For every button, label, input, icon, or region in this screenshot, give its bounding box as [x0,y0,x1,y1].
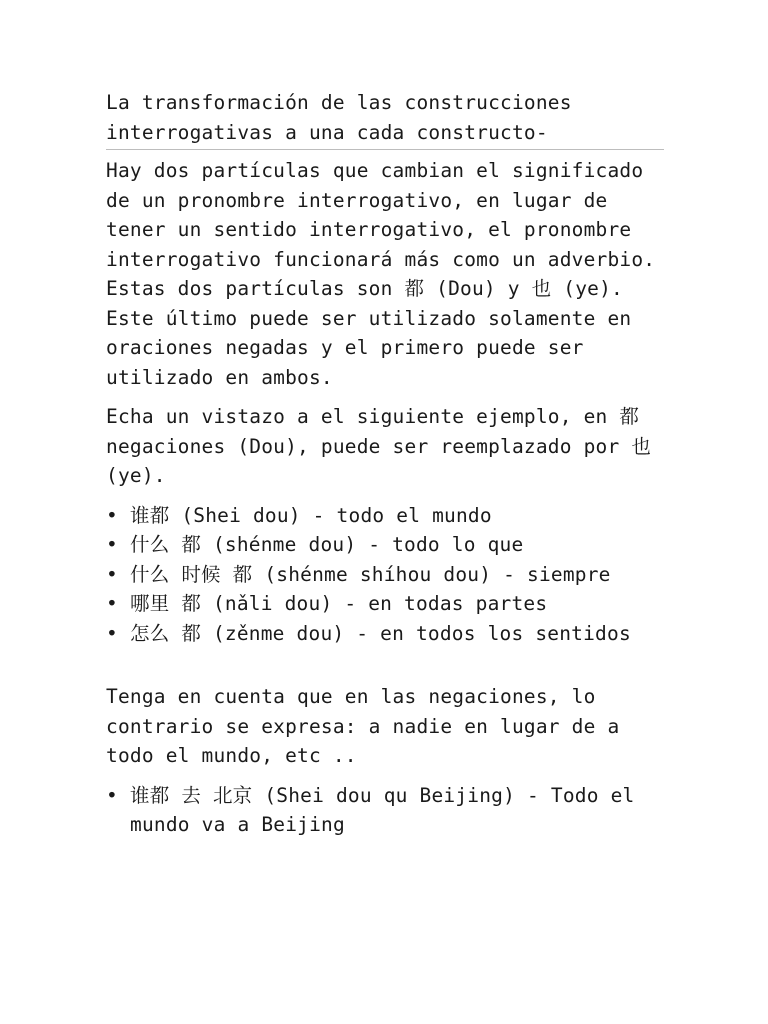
spacer [106,664,664,682]
example-list-negation [106,781,664,840]
paragraph-example-intro: Echa un vistazo a el siguiente ejemplo, en 都 negaciones (Dou), puede ser reemplazado por 也 (ye). [106,405,652,487]
list-item-text: 怎么 都 (zěnme dou) - en todos los sentidos [130,621,631,645]
list-item-text: 谁都 去 北京 (Shei dou qu Beijing) - Todo el mundo va a Beijing [130,783,635,836]
list-item [106,560,664,590]
paragraph-negation-note: Tenga en cuenta que en las negaciones, lo contrario se expresa: a nadie en lugar de a todo el mundo, etc .. [106,685,620,767]
paragraph-particles: Hay dos partículas que cambian el significado de un pronombre interrogativo, en lugar de tener un sentido interrogativo, el pronombre interrogativo funcionará más como un adverbio. Estas dos partículas son 都 (Dou) y 也 (ye). Este último puede ser utilizado solamente en oraciones negadas y el primero puede ser utilizado en ambos. [106,159,656,389]
bullet-icon: • [106,533,118,556]
document-heading [106,88,664,149]
heading-line-2: interrogativas a una cada constructo- [106,120,548,144]
list-item [106,781,664,840]
heading-divider [106,149,664,150]
list-item [106,501,664,531]
list-item-text: 什么 都 (shénme dou) - todo lo que [130,533,524,556]
list-item [106,619,664,649]
list-item-text: 哪里 都 (nǎli dou) - en todas partes [130,592,548,615]
bullet-icon: • [106,621,118,645]
bullet-icon: • [106,562,118,586]
list-item [106,530,664,560]
bullet-icon: • [106,503,118,527]
bullet-icon: • [106,783,118,807]
list-item-text: 谁都 (Shei dou) - todo el mundo [130,503,492,527]
example-list-affirmative [106,501,664,649]
heading-line-1: La transformación de las construcciones [106,91,572,114]
bullet-icon: • [106,592,118,615]
list-item [106,589,664,619]
list-item-text: 什么 时候 都 (shénme shíhou dou) - siempre [130,562,611,586]
